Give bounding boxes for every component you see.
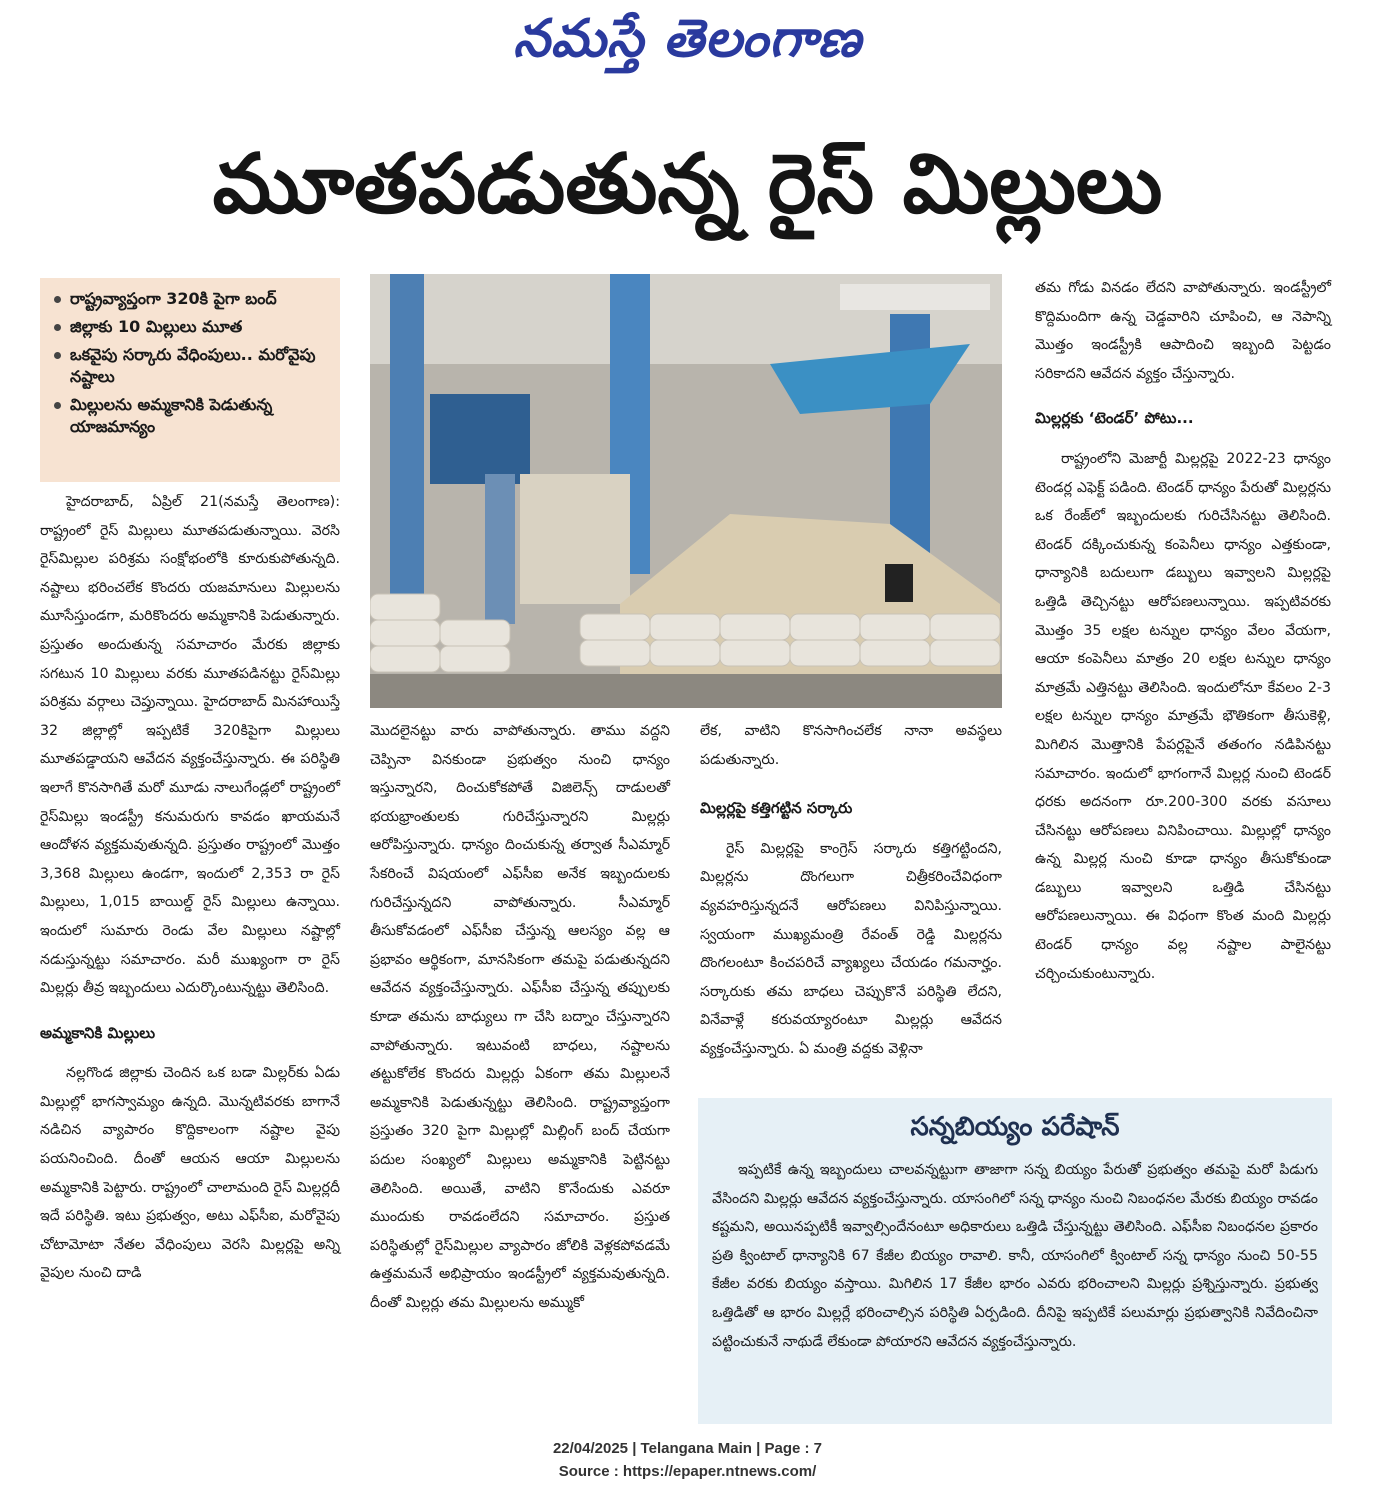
- article-paragraph: తమ గోడు వినడం లేదని వాపోతున్నారు. ఇండస్ట్రీలో కొద్దిమందిగా ఉన్న చెడ్డవారిని చూపించి, ఆ నెపాన్ని మొత్తం ఇండస్ట్రీకి ఆపాదించి ఇబ్బంది పెట్టడం సరికాదని ఆవేదన వ్యక్తం చేస్తున్నారు.: [1035, 280, 1331, 382]
- footer-source-line: Source : https://epaper.ntnews.com/: [558, 1463, 817, 1480]
- article-column-3: [700, 717, 1002, 1064]
- highlight-item: మిల్లులను అమ్మకానికి పెడుతున్న యాజమాన్యం: [52, 394, 328, 438]
- highlight-item: ఒకవైపు సర్కారు వేధింపులు.. మరోవైపు నష్టాలు: [52, 344, 328, 388]
- rice-mill-photo: [370, 274, 1002, 708]
- box-text: ఇప్పటికే ఉన్న ఇబ్బందులు చాలవన్నట్టుగా తాజాగా సన్న బియ్యం పేరుతో ప్రభుత్వం తమపై మరో పిడుగు వేసిందని మిల్లర్లు ఆవేదన వ్యక్తంచేస్తున్నారు. యాసంగిలో సన్న ధాన్యం నుంచి నిబంధనల మేరకు బియ్యం రావడం కష్టమని, అయినప్పటికీ ఇవ్వాల్సిందేనంటూ అధికారులు ఒత్తిడి చేస్తున్నట్టు తెలిసింది. ఎఫ్‌సీఐ నిబంధనల ప్రకారం ప్రతి క్వింటాల్ ధాన్యానికి 67 కేజీల బియ్యం రావాలి. కానీ, యాసంగిలో క్వింటాల్ సన్న ధాన్యం నుంచి 50-55 కేజీల వరకు బియ్యం వస్తాయి. మిగిలిన 17 కేజీల భారం ఎవరు భరించాలని మిల్లర్లు ప్రశ్నిస్తున్నారు. ప్రభుత్వ ఒత్తిడితో ఆ భారం మిల్లర్లే భరించాల్సిన పరిస్థితి ఏర్పడింది. దీనిపై ఇప్పటికే పలుమార్లు ప్రభుత్వానికి నివేదించినా పట్టించుకునే నాథుడే లేకుండా పోయారని ఆవేదన వ్యక్తంచేస్తున్నారు.: [712, 1162, 1318, 1350]
- article-column-2: [370, 717, 670, 1317]
- article-paragraph: హైదరాబాద్, ఏప్రిల్ 21(నమస్తే తెలంగాణ): రాష్ట్రంలో రైస్ మిల్లులు మూతపడుతున్నాయి. వెరసి రైస్‌మిల్లుల పరిశ్రమ సంక్షోభంలోకి కూరుకుపోతున్నది. నష్టాలు భరించలేక కొందరు యజమానులు మిల్లులను మూసేస్తుండగా, మరికొందరు అమ్మకానికి పెడుతున్నారు. ప్రస్తుతం అందుతున్న సమాచారం మేరకు జిల్లాకు సగటున 10 మిల్లులు వరకు మూతపడినట్టు రైస్‌మిల్లు పరిశ్రమ వర్గాలు చెప్తున్నాయి. హైదరాబాద్ మినహాయిస్తే 32 జిల్లాల్లో ఇప్పటికే 320కిపైగా మిల్లులు మూతపడ్డాయని ఆవేదన వ్యక్తంచేస్తున్నారు. ఈ పరిస్థితి ఇలాగే కొనసాగితే మరో మూడు నాలుగేండ్లలో రాష్ట్రంలో రైస్‌మిల్లు ఇండస్ట్రీ కనుమరుగు కావడం ఖాయమనే ఆందోళన వ్యక్తమవుతున్నది. ప్రస్తుతం రాష్ట్రంలో మొత్తం 3,368 మిల్లులు ఉండగా, ఇందులో 2,353 రా రైస్ మిల్లులు, 1,015 బాయిల్డ్ రైస్ మిల్లులు ఉన్నాయి. ఇందులో సుమారు రెండు వేల మిల్లులు నష్టాల్లో నడుస్తున్నట్టు సమాచారం. మరీ ముఖ్యంగా రా రైస్ మిల్లర్లు తీవ్ర ఇబ్బందులు ఎదుర్కొంటున్నట్టు తెలిసింది.: [40, 494, 340, 997]
- subheading: మిల్లర్లపై కత్తిగట్టిన సర్కారు: [700, 799, 853, 818]
- box-title: సన్నబియ్యం పరేషాన్: [910, 1112, 1120, 1142]
- article-paragraph: మొదలైనట్టు వారు వాపోతున్నారు. తాము వద్దని చెప్పినా వినకుండా ప్రభుత్వం నుంచి ధాన్యం ఇస్తున్నారని, దించుకోకపోతే విజిలెన్స్ దాడులతో భయభ్రాంతులకు గురిచేస్తున్నారని మిల్లర్లు ఆరోపిస్తున్నారు. ధాన్యం దించుకున్న తర్వాత సీఎమ్మార్ సేకరించే విషయంలో ఎఫ్‌సీఐ అనేక ఇబ్బందులకు గురిచేస్తున్నదని వాపోతున్నారు. సీఎమ్మార్ తీసుకోవడంలో ఎఫ్‌సీఐ చేస్తున్న ఆలస్యం వల్ల ఆ ప్రభావం ఆర్థికంగా, మానసికంగా తమపై పడుతున్నదని ఆవేదన వ్యక్తంచేస్తున్నారు. ఎఫ్‌సీఐ చేస్తున్న తప్పులకు కూడా తమను బాధ్యులు గా చేసి బద్నాం చేస్తున్నారని వాపోతున్నారు. ఇటువంటి బాధలు, నష్టాలను తట్టుకోలేక కొందరు మిల్లర్లు ఏకంగా తమ మిల్లులనే అమ్మకానికి పెడుతున్నట్టు తెలిసింది. రాష్ట్రవ్యాప్తంగా ప్రస్తుతం 320 పైగా మిల్లుల్లో మిల్లింగ్ బంద్ చేయగా పదుల సంఖ్యలో మిల్లులు అమ్మకానికి పెట్టినట్టు తెలిసింది. అయితే, వాటిని కొనేందుకు ఎవరూ ముందుకు రావడంలేదని సమాచారం. ప్రస్తుత పరిస్థితుల్లో రైస్‌మిల్లుల వ్యాపారం జోలికి వెళ్లకపోవడమే ఉత్తమమనే అభిప్రాయం ఇండస్ట్రీలో వ్యక్తమవుతున్నది. దీంతో మిల్లర్లు తమ మిల్లులను అమ్ముకో: [370, 723, 670, 1311]
- highlights-box: [40, 278, 340, 482]
- subheading: అమ్మకానికి మిల్లులు: [40, 1023, 156, 1042]
- article-paragraph: నల్లగొండ జిల్లాకు చెందిన ఒక బడా మిల్లర్‌కు ఏడు మిల్లుల్లో భాగస్వామ్యం ఉన్నది. మొన్నటివరకు బాగానే నడిచిన వ్యాపారం కొద్దికాలంగా నష్టాల వైపు పయనించింది. దీంతో ఆయన ఆయా మిల్లులను అమ్మకానికి పెట్టారు. రాష్ట్రంలో చాలామంది రైస్ మిల్లర్లదీ ఇదే పరిస్థితి. ఇటు ప్రభుత్వం, అటు ఎఫ్‌సీఐ, మరోవైపు చోటామోటా నేతల వేధింపులు వెరసి మిల్లర్లపై అన్ని వైపుల నుంచి దాడి: [40, 1065, 340, 1282]
- footer-date-line: 22/04/2025 | Telangana Main | Page : 7: [552, 1440, 823, 1457]
- sidebar-box: [698, 1098, 1332, 1424]
- highlight-item: జిల్లాకు 10 మిల్లులు మూత: [52, 316, 328, 338]
- subheading: మిల్లర్లకు ‘టెండర్’ పోటు...: [1035, 409, 1194, 428]
- headline: మూతపడుతున్న రైస్ మిల్లులు: [212, 137, 1163, 232]
- article-column-4: [1035, 274, 1331, 988]
- article-paragraph: రైస్ మిల్లర్లపై కాంగ్రెస్ సర్కారు కత్తిగట్టిందని, మిల్లర్లను దొంగలుగా చిత్రీకరించేవిధంగా వ్యవహరిస్తున్నదనే ఆరోపణలు వినిపిస్తున్నాయి. స్వయంగా ముఖ్యమంత్రి రేవంత్ రెడ్డి మిల్లర్లను దొంగలంటూ కించపరిచే వ్యాఖ్యలు చేయడం గమనార్హం. సర్కారుకు తమ బాధలు చెప్పుకొనే పరిస్థితి లేదని, వినేవాళ్లే కరువయ్యారంటూ మిల్లర్లు ఆవేదన వ్యక్తంచేస్తున్నారు. ఏ మంత్రి వద్దకు వెళ్లినా: [700, 840, 1002, 1057]
- masthead-logo: నమస్తే తెలంగాణ: [513, 8, 862, 69]
- article-paragraph: లేక, వాటిని కొనసాగించలేక నానా అవస్థలు పడుతున్నారు.: [700, 723, 1002, 768]
- article-column-1: [40, 488, 340, 1288]
- article-paragraph: రాష్ట్రంలోని మెజార్టీ మిల్లర్లపై 2022-23 ధాన్యం టెండర్ల ఎఫెక్ట్ పడింది. టెండర్ ధాన్యం పేరుతో మిల్లర్లను ఒక రేంజ్‌లో ఇబ్బందులకు గురిచేసినట్టు తెలిసింది. టెండర్ దక్కించుకున్న కంపెనీలు ధాన్యం ఎత్తకుండా, ధాన్యానికి బదులుగా డబ్బులు ఇవ్వాలని మిల్లర్లపై ఒత్తిడి తెచ్చినట్టు ఆరోపణలున్నాయి. ఇప్పటివరకు మొత్తం 35 లక్షల టన్నుల ధాన్యం వేలం వేయగా, ఆయా కంపెనీలు మాత్రం 20 లక్షల టన్నుల ధాన్యం మాత్రమే ఎత్తినట్టు తెలిసింది. ఇందులోనూ కేవలం 2-3 లక్షల టన్నుల ధాన్యం మాత్రమే భౌతికంగా తీసుకెళ్లి, మిగిలిన మొత్తానికి పేపర్లపైనే తతంగం నడిపినట్టు సమాచారం. ఇందులో భాగంగానే మిల్లర్ల నుంచి టెండర్ ధరకు అదనంగా రూ.200-300 వరకు వసూలు చేసినట్టు ఆరోపణలు వినిపించాయి. మిల్లుల్లో ధాన్యం ఉన్న మిల్లర్ల నుంచి కూడా ధాన్యం తీసుకోకుండా డబ్బులు ఇవ్వాలని ఒత్తిడి చేసినట్టు ఆరోపణలున్నాయి. ఈ విధంగా కొంత మంది మిల్లర్లు టెండర్ ధాన్యం వల్ల నష్టాల పాలైనట్టు చర్చించుకుంటున్నారు.: [1035, 450, 1331, 982]
- highlight-item: రాష్ట్రవ్యాప్తంగా 320కి పైగా బంద్: [52, 288, 328, 310]
